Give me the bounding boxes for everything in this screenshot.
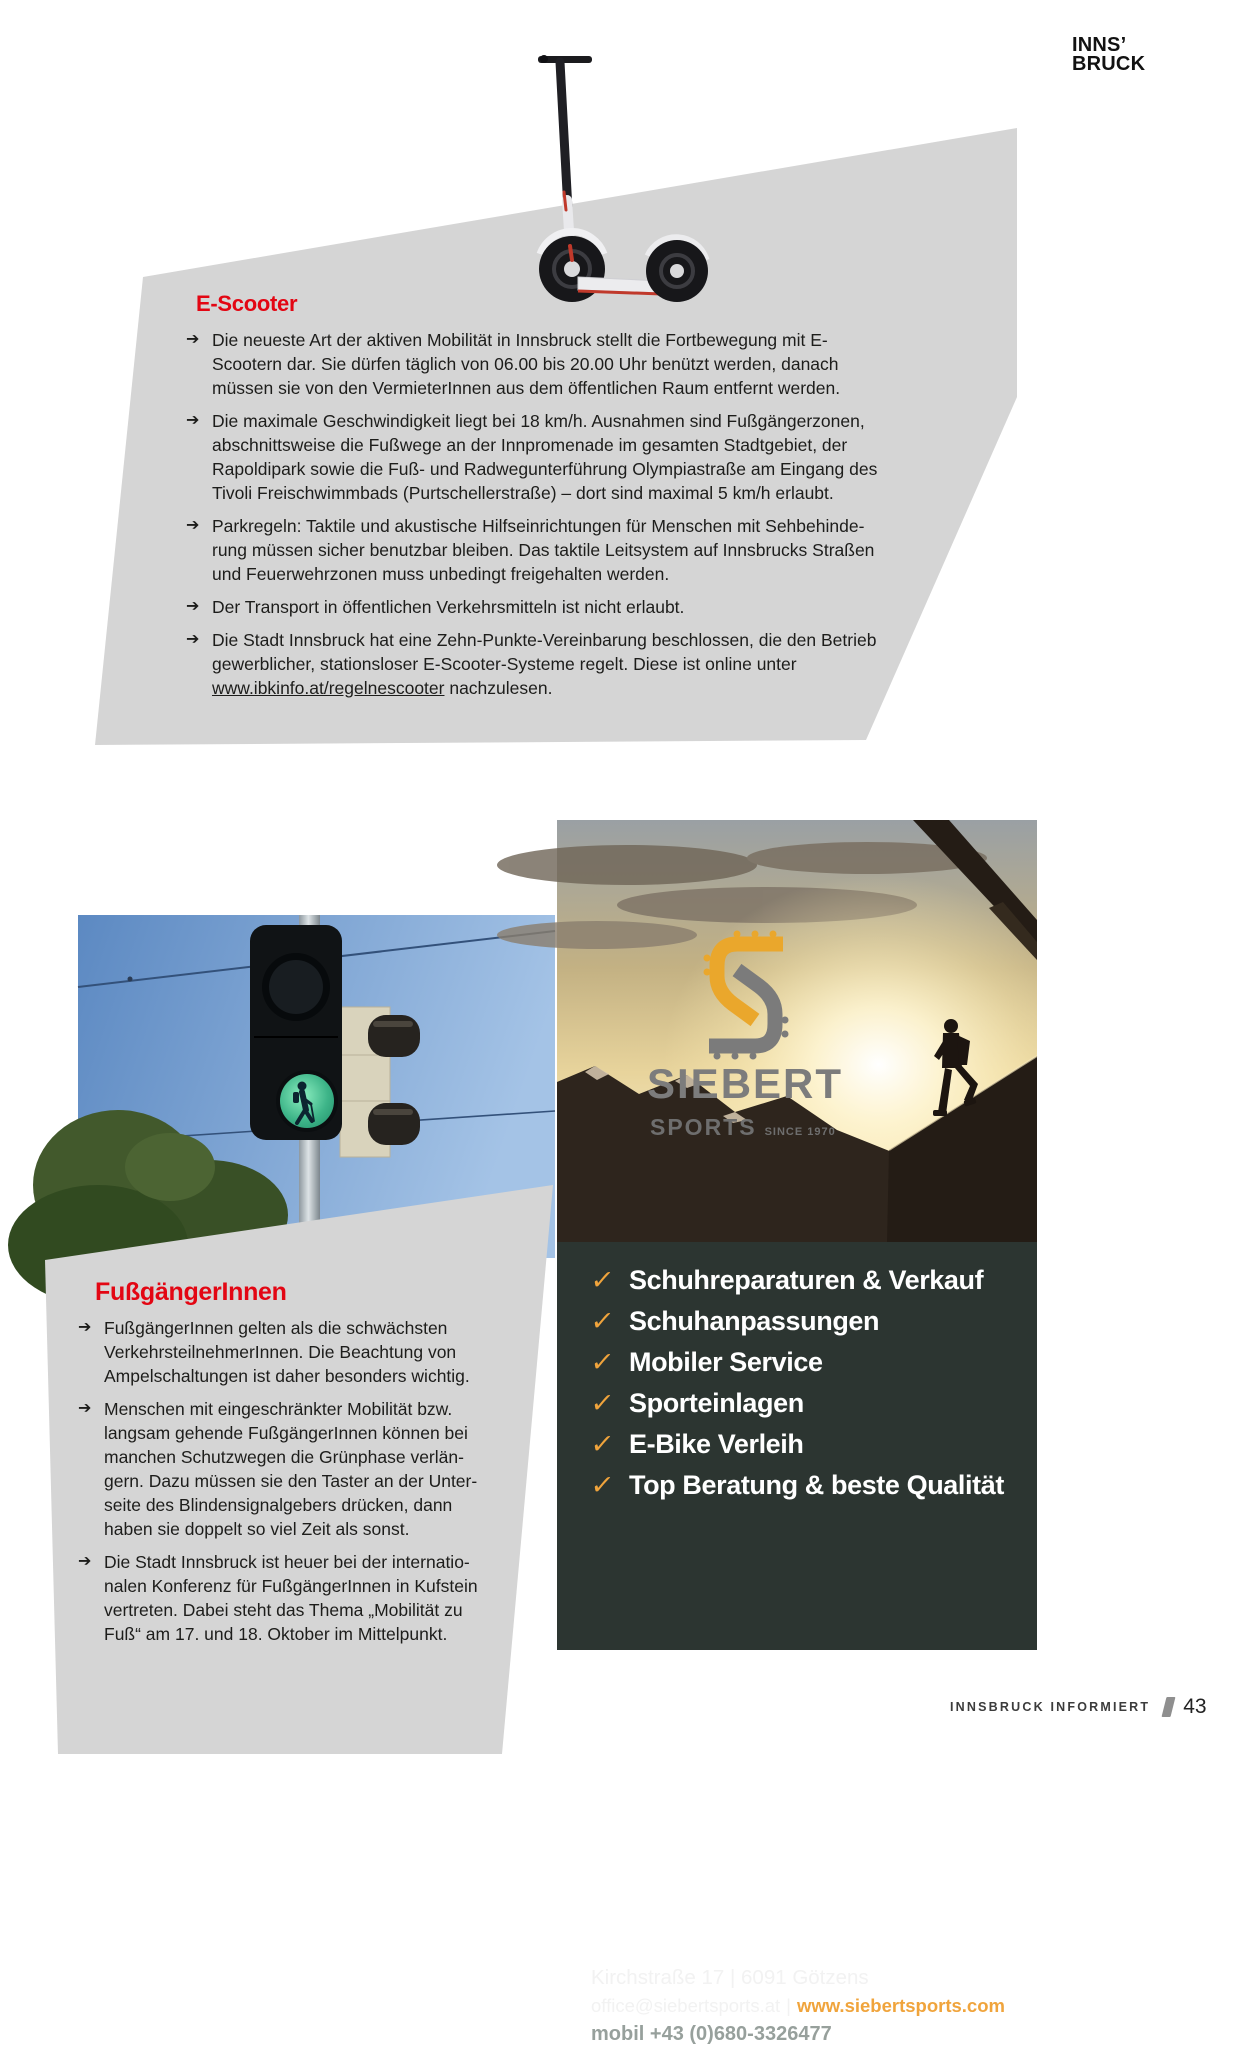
escooter-bullet-list (186, 328, 892, 709)
arrow-bullet-icon: ➔ (186, 331, 200, 348)
service-item (588, 1429, 1027, 1459)
check-icon: ✓ (588, 1347, 616, 1377)
siebert-s-icon (695, 930, 795, 1060)
bullet-text-before-link: Die Stadt Innsbruck hat eine Zehn-Punkte-Vereinbarung beschlossen, die den Betrieb gewerblicher, stationsloser E-Scooter-Systeme regelt. Diese ist online unter (212, 630, 877, 674)
check-icon: ✓ (588, 1429, 616, 1459)
pedestrian-bullet (78, 1550, 486, 1646)
arrow-bullet-icon: ➔ (78, 1319, 92, 1336)
service-label: Mobiler Service (629, 1347, 823, 1377)
ad-address: Kirchstraße 17 | 6091 Götzens (591, 1966, 869, 1989)
pedestrian-bullet (78, 1397, 486, 1541)
page-footer (950, 1694, 1207, 1720)
bullet-text-after-link: nachzulesen. (444, 678, 553, 698)
check-icon: ✓ (588, 1306, 616, 1336)
escooter-bullet (186, 628, 892, 700)
service-label: Top Beratung & beste Qualität (629, 1470, 1004, 1500)
arrow-bullet-icon: ➔ (186, 598, 200, 615)
pedestrian-bullet-text: Die Stadt Innsbruck ist heuer bei der internationalen Konferenz für FußgängerInnen in Kufstein vertreten. Dabei steht das Thema „Mobilität zu Fuß“ am 17. und 18. Oktober im Mittelpunkt. (104, 1552, 478, 1644)
escooter-bullet (186, 514, 892, 586)
sports-label: SPORTS (650, 1114, 757, 1140)
check-icon: ✓ (588, 1388, 616, 1418)
ad-mountain-sunset-photo (557, 820, 1037, 1242)
magazine-name: INNSBRUCK INFORMIERT (950, 1700, 1151, 1714)
service-item (588, 1347, 1027, 1377)
escooter-bullet (186, 595, 892, 619)
escooter-bullet-text: Die maximale Geschwindigkeit liegt bei 18 km/h. Ausnahmen sind Fußgängerzonen, abschnittsweise die Fußwege an der Innpromenade im gesamten Stadtgebiet, der Rapoldipark sowie die Fuß- und Radwegunterführung Olympiastraße am Eingang des Tivoli Freischwimmbads (Purtschellerstraße) – dort sind maximal 5 km/h erlaubt. (212, 411, 878, 503)
slash-icon (1162, 1697, 1176, 1717)
service-item (588, 1306, 1027, 1336)
siebert-wordmark: SIEBERT (647, 1060, 844, 1107)
escooter-bullet-text: Die neueste Art der aktiven Mobilität in Innsbruck stellt die Fortbewegung mit E-Scootern dar. Sie dürfen täglich von 06.00 bis 20.00 Uhr benützt werden, danach müssen sie von den VermieterInnen aus dem öffentlichen Raum entfernt werden. (212, 330, 841, 398)
ad-website: www.siebertsports.com (796, 1995, 1005, 2016)
arrow-bullet-icon: ➔ (78, 1553, 92, 1570)
service-label: Schuhreparaturen & Verkauf (629, 1265, 984, 1295)
city-logo-line1: INNS’ (1072, 34, 1127, 56)
check-icon: ✓ (588, 1470, 616, 1500)
pedestrian-bullet-list (78, 1316, 486, 1655)
escooter-bullet-text: Der Transport in öffentlichen Verkehrsmitteln ist nicht erlaubt. (212, 597, 685, 617)
service-item (588, 1470, 1027, 1500)
escooter-bullet (186, 328, 892, 400)
page-number: 43 (1183, 1695, 1207, 1718)
city-logo-line2: BRUCK (1072, 53, 1146, 75)
pedestrian-bullet (78, 1316, 486, 1388)
escooter-bullet-text: Parkregeln: Taktile und akustische Hilfseinrichtungen für Menschen mit Sehbehinderung müssen sicher benutzbar bleiben. Das taktile Leitsystem auf Innsbrucks Straßen und Feuerwehrzonen muss unbedingt freigehalten werden. (212, 516, 875, 584)
ad-email: office@siebertsports.at (591, 1995, 781, 2016)
ad-services-panel (557, 1242, 1037, 2045)
regelnescooter-link[interactable]: www.ibkinfo.at/regelnescooter (212, 678, 445, 698)
escooter-heading: E-Scooter (196, 291, 298, 316)
siebert-sports-line (650, 1114, 836, 1141)
escooter-bullet-text (212, 628, 892, 700)
since-label: SINCE 1970 (764, 1126, 836, 1138)
ad-email-line (591, 1992, 1005, 2020)
service-item (588, 1265, 1027, 1295)
check-icon: ✓ (588, 1265, 616, 1295)
pedestrian-bullet-text: Menschen mit eingeschränkter Mobilität bzw. langsam gehende FußgängerInnen können bei manchen Schutzwegen die Grünphase verlängern. Dazu müssen sie den Taster an der Unterseite des Blindensignalgebers drücken, dann haben sie doppelt so viel Zeit als sonst. (104, 1399, 478, 1539)
escooter-photo (500, 50, 715, 305)
service-label: Schuhanpassungen (629, 1306, 880, 1336)
arrow-bullet-icon: ➔ (186, 517, 200, 534)
separator: | (786, 1995, 791, 2016)
escooter-bullet (186, 409, 892, 505)
siebert-sports-ad (557, 820, 1037, 2045)
arrow-bullet-icon: ➔ (186, 631, 200, 648)
service-item (588, 1388, 1027, 1418)
pedestrian-bullet-text: FußgängerInnen gelten als die schwächsten VerkehrsteilnehmerInnen. Die Beachtung von Ampelschaltungen ist daher besonders wichtig. (104, 1318, 470, 1386)
ad-mobile: mobil +43 (0)680-3326477 (591, 2023, 832, 2045)
service-label: E-Bike Verleih (629, 1429, 804, 1459)
ad-service-list (557, 1242, 1037, 1500)
service-label: Sporteinlagen (629, 1388, 804, 1418)
arrow-bullet-icon: ➔ (78, 1400, 92, 1417)
ad-contact-block (591, 1964, 1005, 2048)
innsbruck-city-logo (1072, 36, 1145, 74)
arrow-bullet-icon: ➔ (186, 412, 200, 429)
pedestrian-heading: FußgängerInnen (95, 1278, 287, 1306)
